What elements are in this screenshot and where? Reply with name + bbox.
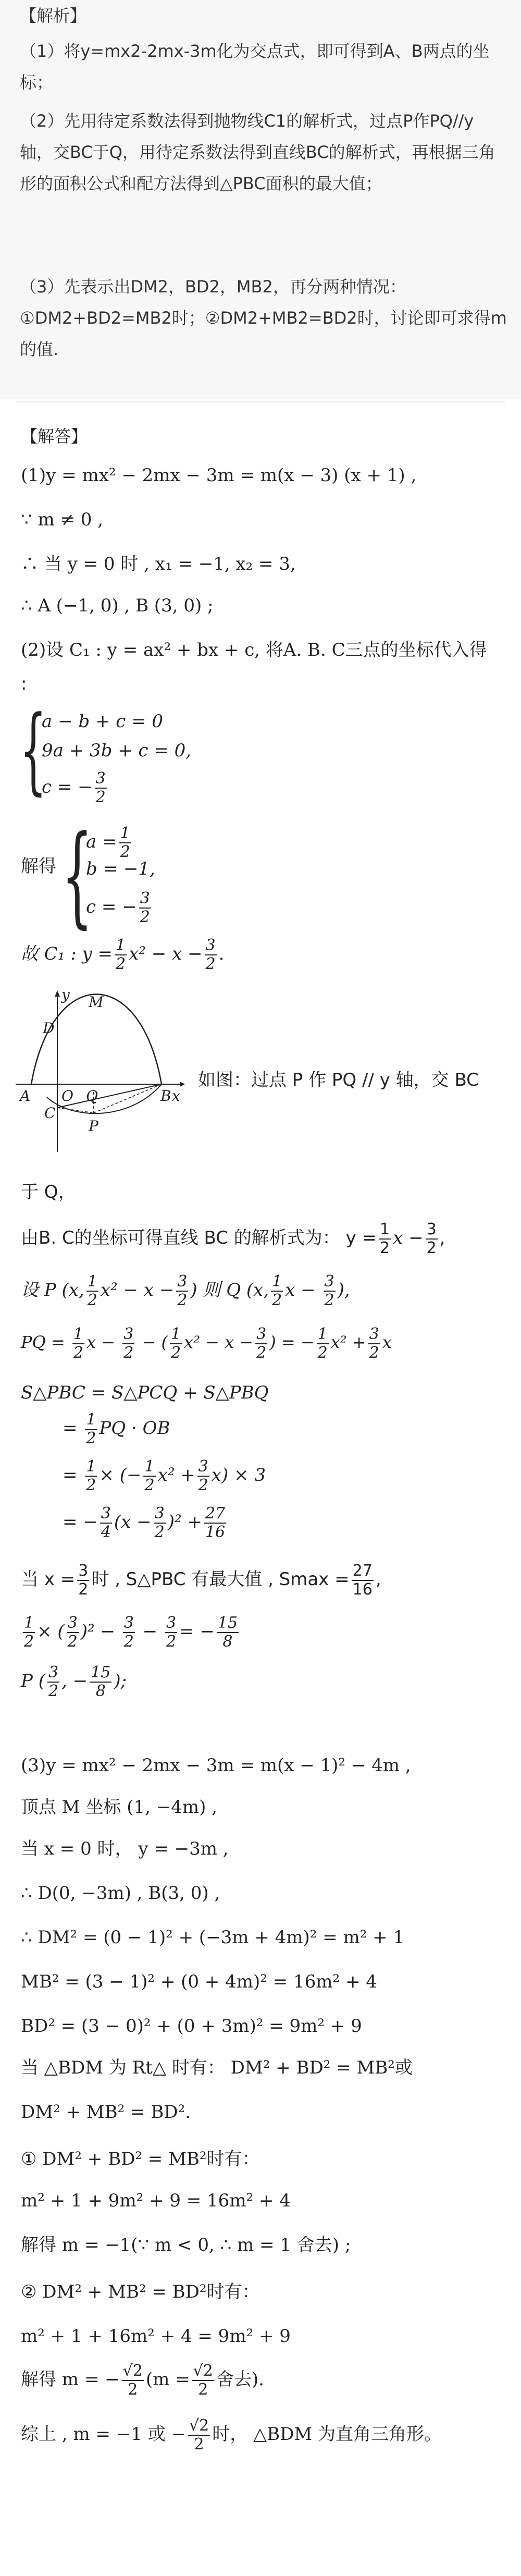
calc-y: $\frac{1}{2}$ × ( $\frac{3}{2}$ )² − $\frac{3}{2}$ − $\frac{3}{2}$ = − $\frac{15}{8}$: [24, 1614, 238, 1651]
p3-line-11: m² + 1 + 9m² + 9 = 16m² + 4: [21, 2190, 291, 2211]
analysis-step-2: （2）先用待定系数法得到抛物线C1的解析式，过点P作PQ//y轴，交BC于Q，用待定系数法得到直线BC的解析式，再根据三角形的面积公式和配方法得到△PBC面积的最大值；: [20, 111, 495, 193]
solution-brace: {: [61, 812, 93, 939]
p3-line-3: 当 x = 0 时， y = −3m ,: [21, 1838, 229, 1859]
segment-pb: [94, 1084, 162, 1113]
analysis-title: 【解析】: [20, 6, 87, 26]
sol-line-5: (2)设 C₁ : y = ax² + bx + c, 将A. B. C三点的坐标代入得: [21, 640, 487, 660]
p3-line-1: (3)y = mx² − 2mx − 3m = m(x − 1)² − 4m ,: [21, 1755, 411, 1776]
area-step-2: = $\frac{1}{2}$ × (− $\frac{1}{2}$ x² + $\frac{3}{2}$ x) × 3: [63, 1457, 266, 1494]
solved-c: c = − $\frac{3}{2}$: [86, 889, 150, 926]
p3-conclusion: 综上 , m = −1 或 − $\frac{√2}{2}$ 时， △BDM 为直角三角形。: [21, 2416, 442, 2454]
analysis-step-1: （1）将y=mx2-2mx-3m化为交点式，即可得到A、B两点的坐标；: [20, 41, 490, 92]
area-step-3: = − $\frac{3}{4}$ (x − $\frac{3}{2}$ )² + $\frac{27}{16}$: [63, 1504, 226, 1541]
label-y: y: [61, 986, 70, 1003]
label-p: P: [89, 1118, 98, 1135]
max-value: 当 x = $\frac{3}{2}$ 时 , S△PBC 有最大值 , Smax = $\frac{27}{16}$ ,: [21, 1561, 381, 1599]
sol-line-1: (1)y = mx² − 2mx − 3m = m(x − 3) (x + 1) ,: [21, 465, 417, 486]
p3-line-10: ① DM² + BD² = MB²时有：: [21, 2149, 260, 2169]
p3-line-4: ∴ D(0, −3m) , B(3, 0) ,: [21, 1883, 220, 1904]
sol-line-2: ∵ m ≠ 0 ,: [21, 509, 104, 530]
x-axis-arrow: [180, 1082, 185, 1087]
figure-note: 如图：过点 P 作 PQ // y 轴，交 BC: [198, 1070, 479, 1090]
line-bc-expr: 由B. C的坐标可得直线 BC 的解析式为： y = $\frac{1}{2}$ x − $\frac{3}{2}$ ,: [21, 1220, 445, 1257]
p3-line-5: ∴ DM² = (0 − 1)² + (−3m + 4m)² = m² + 1: [21, 1927, 405, 1948]
sol-line-3: ∴ 当 y = 0 时 , x₁ = −1, x₂ = 3,: [21, 554, 296, 574]
analysis-section: [0, 0, 521, 399]
p3-line-6: MB² = (3 − 1)² + (0 + 4m)² = 16m² + 4: [21, 1971, 377, 1992]
sol-line-4: ∴ A (−1, 0) , B (3, 0) ;: [21, 595, 214, 616]
label-c: C: [44, 1105, 56, 1122]
p3-line-9: DM² + MB² = BD².: [21, 2102, 191, 2123]
analysis-step-3: （3）先表示出DM2，BD2，MB2，再分两种情况：①DM2+BD2=MB2时；②DM2+MB2=BD2时，讨论即可求得m的值.: [20, 277, 507, 359]
label-o: O: [61, 1087, 73, 1105]
segment-cp: [57, 1108, 94, 1113]
p3-line-7: BD² = (3 − 0)² + (0 + 3m)² = 9m² + 9: [21, 2016, 362, 2037]
system-eq-2: 9a + 3b + c = 0,: [42, 740, 192, 761]
label-a: A: [20, 1087, 31, 1105]
set-p-expr: 设 P (x, $\frac{1}{2}$ x² − x − $\frac{3}{2}$ ) 则 Q (x, $\frac{1}{2}$ x − $\frac{3}{2}$ ),: [21, 1272, 350, 1309]
solved-a: a = $\frac{1}{2}$: [86, 824, 130, 861]
pq-expr: PQ = $\frac{1}{2}$ x − $\frac{3}{2}$ − ( $\frac{1}{2}$ x² − x − $\frac{3}{2}$ ) = − $\frac{1}{2}$ x² + $\frac{3}{2}$ x: [21, 1324, 392, 1362]
sol-line-5b: :: [21, 673, 27, 694]
y-axis-arrow: [55, 990, 60, 997]
p3-line-15: 解得 m = − $\frac{√2}{2}$ (m = $\frac{√2}{2}$ 舍去).: [21, 2362, 264, 2399]
parabola-graph: [16, 985, 188, 1157]
yu-q: 于 Q，: [21, 1182, 76, 1203]
label-x: x: [172, 1087, 180, 1105]
p3-line-12: 解得 m = −1(∵ m < 0, ∴ m = 1 舍去) ;: [21, 2235, 351, 2255]
label-m: M: [89, 993, 104, 1011]
p-coordinate: P ( $\frac{3}{2}$ , − $\frac{15}{8}$ );: [21, 1663, 127, 1700]
area-decomp: S△PBC = S△PCQ + S△PBQ: [21, 1382, 269, 1403]
solve-label: 解得: [21, 856, 56, 877]
system-eq-1: a − b + c = 0: [42, 711, 164, 732]
label-d: D: [43, 1020, 55, 1037]
p3-line-8: 当 △BDM 为 Rt△ 时有： DM² + BD² = MB²或: [21, 2057, 413, 2078]
p3-line-14: m² + 1 + 16m² + 4 = 9m² + 9: [21, 2326, 291, 2347]
label-q: Q: [86, 1087, 98, 1105]
p3-line-13: ② DM² + MB² = BD²时有：: [21, 2281, 260, 2302]
label-b: B: [160, 1087, 171, 1105]
solution-title: 【解答】: [21, 426, 88, 446]
parabola-c1: 故 C₁ : y = $\frac{1}{2}$ x² − x − $\frac{3}{2}$ .: [21, 936, 225, 973]
solved-b: b = −1,: [86, 858, 155, 879]
system-brace: {: [20, 696, 47, 805]
area-step-1: = $\frac{1}{2}$ PQ · OB: [63, 1410, 170, 1448]
p3-line-2: 顶点 M 坐标 (1, −4m) ,: [21, 1797, 217, 1818]
system-eq-3: c = − $\frac{3}{2}$: [42, 769, 106, 806]
divider: [16, 401, 505, 402]
